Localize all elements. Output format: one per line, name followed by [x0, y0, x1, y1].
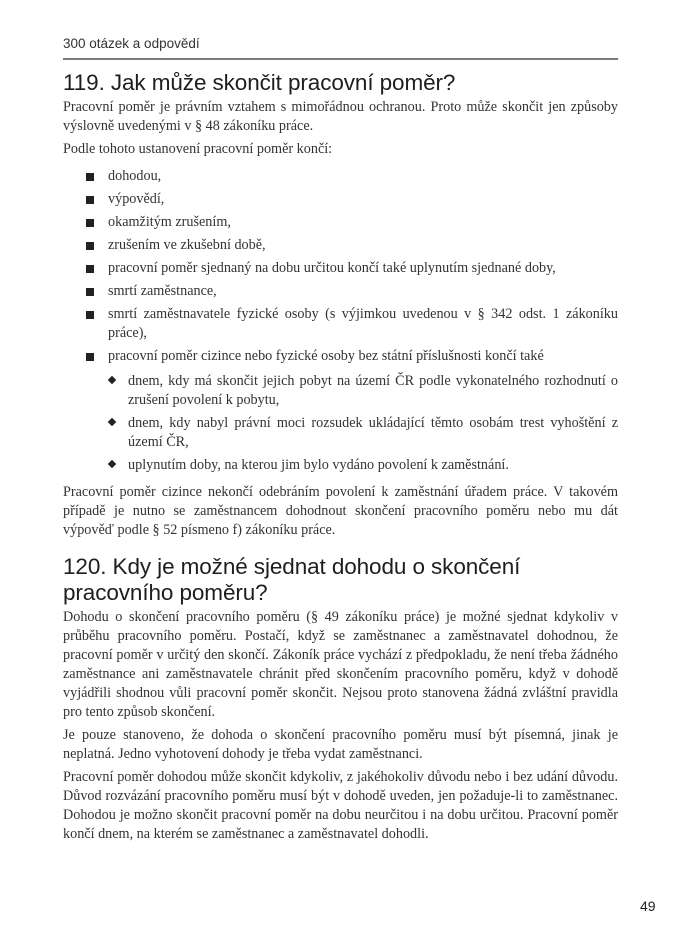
square-bullet-icon [86, 173, 94, 181]
page-content [63, 70, 618, 848]
square-bullet-icon [86, 196, 94, 204]
list-item: zrušením ve zkušební době, [63, 236, 618, 255]
diamond-bullet-icon [108, 460, 116, 468]
sub-list-item: dnem, kdy nabyl právní moci rozsudek ukládající těmto osobám trest vyhoštění z území ČR, [108, 414, 618, 452]
square-bullet-icon [86, 219, 94, 227]
section-heading: 119. Jak může skončit pracovní poměr? [63, 70, 456, 95]
list-item: smrtí zaměstnavatele fyzické osoby (s výjimkou uvedenou v § 342 odst. 1 zákoníku práce), [63, 305, 618, 343]
list-item: pracovní poměr sjednaný na dobu určitou končí také uplynutím sjednané doby, [63, 259, 618, 278]
question-119 [63, 70, 618, 540]
square-bullet-icon [86, 242, 94, 250]
sub-list-item: uplynutím doby, na kterou jim bylo vydáno povolení k zaměstnání. [108, 456, 618, 475]
square-bullet-icon [86, 353, 94, 361]
list-item: okamžitým zrušením, [63, 213, 618, 232]
running-header: 300 otázek a odpovědí [63, 36, 200, 51]
sub-list-item: dnem, kdy má skončit jejich pobyt na území ČR podle vykonatelného rozhodnutí o zrušení povolení k pobytu, [108, 372, 618, 410]
paragraph: Je pouze stanoveno, že dohoda o skončení pracovního poměru musí být písemná, jinak je neplatná. Jedno vyhotovení dohody je třeba vydat zaměstnanci. [63, 727, 618, 762]
sub-list [108, 372, 618, 475]
paragraph: Pracovní poměr je právním vztahem s mimořádnou ochranou. Proto může skončit jen způsoby výslovně uvedenými v § 48 zákoníku práce. [63, 99, 618, 134]
diamond-bullet-icon [108, 376, 116, 384]
list-item: smrtí zaměstnance, [63, 282, 618, 301]
question-120 [63, 554, 618, 844]
header-rule [63, 58, 618, 60]
list-item: výpovědí, [63, 190, 618, 209]
paragraph: Pracovní poměr dohodou může skončit kdykoliv, z jakéhokoliv důvodu nebo i bez udání důvodu. Důvod rozvázání pracovního poměru musí být v dohodě uveden, jen požaduje-li to zaměstnanec. Dohodou je možno skončit pracovní poměr na dobu neurčitou i na dobu určitou. Pracovní poměr končí dnem, na kterém se zaměstnanec a zaměstnavatel dohodli. [63, 769, 618, 842]
square-bullet-icon [86, 288, 94, 296]
paragraph: Dohodu o skončení pracovního poměru (§ 49 zákoníku práce) je možné sjednat kdykoliv v průběhu pracovního poměru. Postačí, když se zaměstnanec a zaměstnavatel dohodnou, že pracovní poměr v určitý den skončí. Zákoník práce vychází z předpokladu, že není třeba žádného zaměstnance ani zaměstnavatele chránit před skončením pracovního poměru, když v dohodě vyjádřili shodnou vůli pracovní poměr skončit. Nejsou proto stanovena žádná zvláštní pravidla pro tento způsob skončení. [63, 609, 618, 720]
square-bullet-icon [86, 265, 94, 273]
page-number: 49 [640, 898, 656, 914]
paragraph: Podle tohoto ustanovení pracovní poměr končí: [63, 141, 333, 157]
termination-list [63, 167, 618, 475]
diamond-bullet-icon [108, 418, 116, 426]
paragraph: Pracovní poměr cizince nekončí odebráním povolení k zaměstnání úřadem práce. V takovém případě je nutno se zaměstnancem dohodnout skončení pracovního poměru nebo mu dát výpověď podle § 52 písmeno f) zákoníku práce. [63, 484, 618, 538]
square-bullet-icon [86, 311, 94, 319]
list-item: dohodou, [63, 167, 618, 186]
section-heading: 120. Kdy je možné sjednat dohodu o skončení pracovního poměru? [63, 554, 521, 605]
list-item: pracovní poměr cizince nebo fyzické osoby bez státní příslušnosti končí také dnem, kdy má skončit jejich pobyt na území ČR podle vykonatelného rozhodnutí o zrušení povolení k pobytu, dnem, kdy nabyl právní moci rozsudek ukládající těmto osobám trest vyhoštění z území ČR, uplynutím doby, na kterou jim bylo vydáno povolení k zaměstnání. [63, 347, 618, 475]
